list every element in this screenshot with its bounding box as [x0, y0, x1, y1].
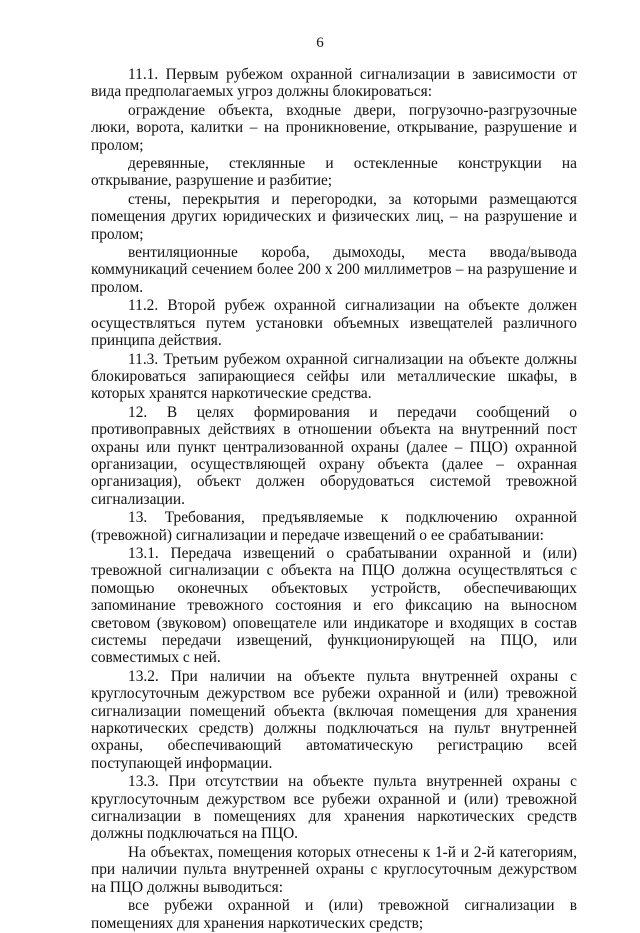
paragraph-fence-doors: ограждение объекта, входные двери, погрузочно-разгрузочные люки, ворота, калитки – на проникновение, открывание, разрушение и пролом;	[91, 101, 577, 154]
paragraph-glass-structures: деревянные, стеклянные и остекленные конструкции на открывание, разрушение и разбитие;	[91, 155, 577, 190]
paragraph-categories: На объектах, помещения которых отнесены к 1-й и 2-й категориям, при наличии пульта внутренней охраны с круглосуточным дежурством на ПЦО должны выводиться:	[91, 843, 577, 896]
paragraph-walls: стены, перекрытия и перегородки, за которыми размещаются помещения других юридических и физических лиц, – на разрушение и пролом;	[91, 190, 577, 243]
paragraph-13-2: 13.2. При наличии на объекте пульта внутренней охраны с круглосуточным дежурством все рубежи охранной и (или) тревожной сигнализации помещений объекта (включая помещения для хранения наркотических средств) должны подключаться на пульт внутренней охраны, обеспечивающий автоматическую регистрацию всей поступающей информации.	[91, 667, 577, 772]
paragraph-11-1: 11.1. Первым рубежом охранной сигнализации в зависимости от вида предполагаемых угроз должны блокироваться:	[91, 66, 577, 101]
paragraph-13-3: 13.3. При отсутствии на объекте пульта внутренней охраны с круглосуточным дежурством все рубежи охранной и (или) тревожной сигнализации в помещениях для хранения наркотических средств должны подключаться на ПЦО.	[91, 773, 577, 843]
page-number: 6	[316, 35, 324, 51]
paragraph-12: 12. В целях формирования и передачи сообщений о противоправных действиях в отношении объекта на внутренний пост охраны или пункт централизованной охраны (далее – ПЦО) охранной организации, осуществляющей охрану объекта (далее – охранная организация), объект должен оборудоваться системой тревожной сигнализации.	[91, 403, 577, 508]
paragraph-ventilation: вентиляционные короба, дымоходы, места ввода/вывода коммуникаций сечением более 200 х 200 миллиметров – на разрушение и пролом.	[91, 244, 577, 296]
paragraph-11-2: 11.2. Второй рубеж охранной сигнализации на объекте должен осуществляться путем установки объемных извещателей различного принципа действия.	[91, 297, 577, 350]
paragraph-13: 13. Требования, предъявляемые к подключению охранной (тревожной) сигнализации и передаче извещений о ее срабатывании:	[91, 509, 577, 544]
paragraph-all-lines: все рубежи охранной и (или) тревожной сигнализации в помещениях для хранения наркотических средств;	[91, 897, 577, 932]
document-body	[91, 66, 577, 933]
paragraph-13-1: 13.1. Передача извещений о срабатывании охранной и (или) тревожной сигнализации с объекта на ПЦО должна осуществляться с помощью оконечных объектовых устройств, обеспечивающих запоминание тревожного состояния и его фиксацию на выносном световом (звуковом) оповещателе или индикаторе и входящих в состав системы передачи извещений, функционирующей на ПЦО, или совместимых с ней.	[91, 544, 577, 667]
paragraph-11-3: 11.3. Третьим рубежом охранной сигнализации на объекте должны блокироваться запирающиеся сейфы или металлические шкафы, в которых хранятся наркотические средства.	[91, 350, 577, 403]
